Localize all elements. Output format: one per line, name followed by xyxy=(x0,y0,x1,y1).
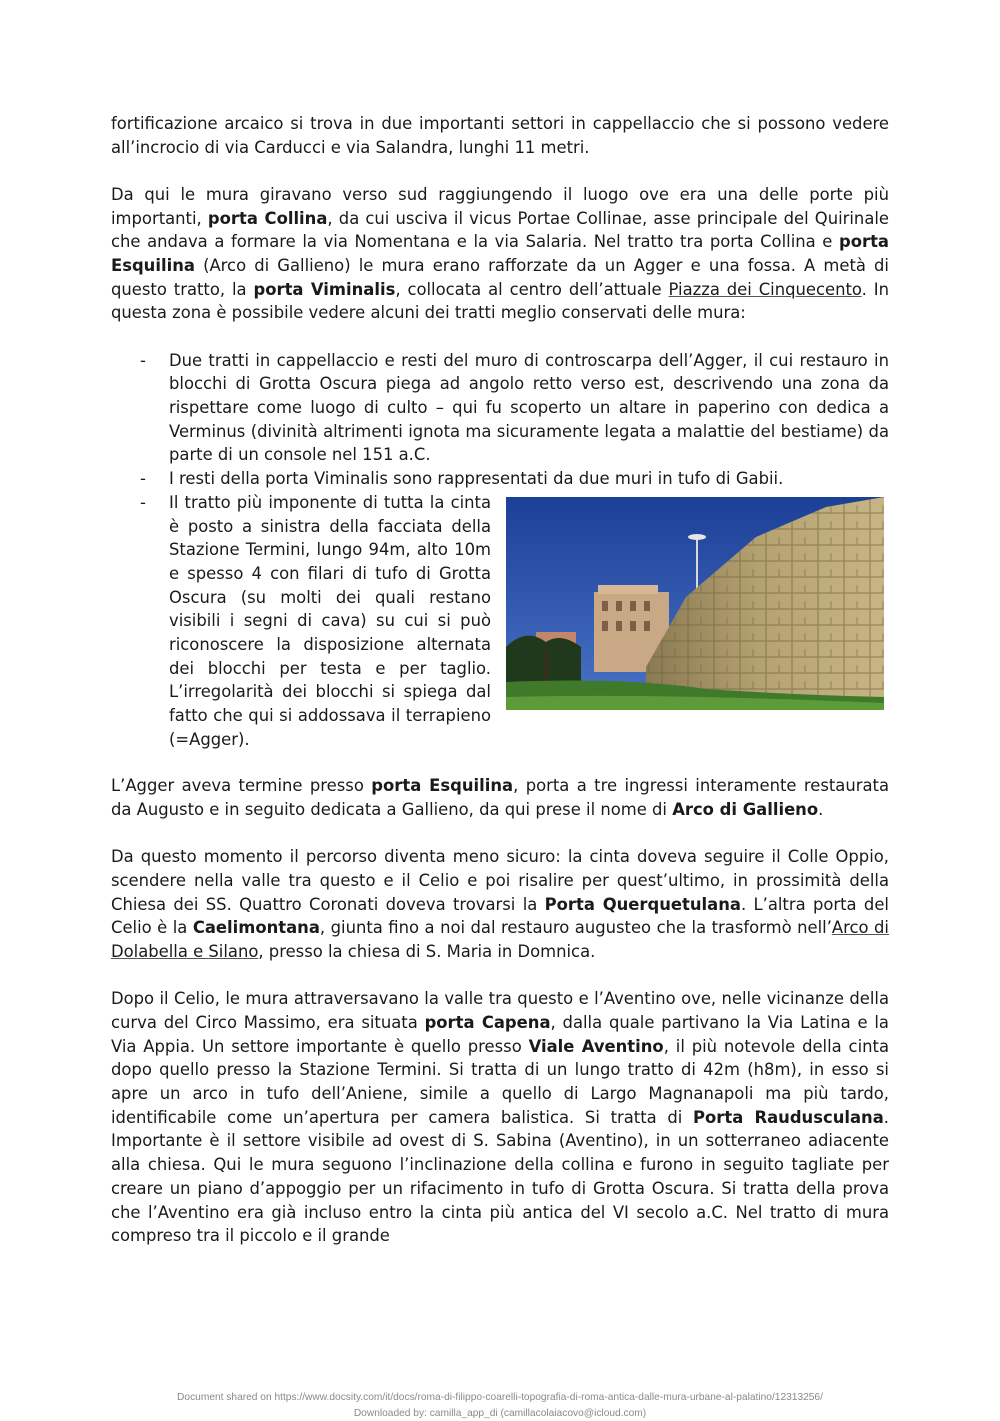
bold-porta-esquilina: porta Esquilina xyxy=(111,232,889,276)
bullet-list xyxy=(111,349,889,751)
list-item: - I resti della porta Viminalis sono rappresentati da due muri in tufo di Gabii. xyxy=(111,467,889,491)
bold-arco-di-gallieno: Arco di Gallieno xyxy=(672,800,819,820)
bold-porta-querquetulana: Porta Querquetulana xyxy=(544,894,741,914)
paragraph-4: Da questo momento il percorso diventa meno sicuro: la cinta doveva seguire il Colle Oppio, scendere nella valle tra questo e il Celio e poi risalire per quest’ultimo, in prossimità della Chiesa dei SS. Quattro Coronati doveva trovarsi la Porta Querquetulana. L’altra porta del Celio è la Caelimontana, giunta fino a noi dal restauro augusteo che la trasformò nell’Arco di Dolabella e Silano, presso la chiesa di S. Maria in Domnica. xyxy=(111,847,889,962)
servian-wall-image xyxy=(506,497,884,710)
document-body xyxy=(111,112,889,1248)
list-item-text: Il tratto più imponente di tutta la cinta è posto a sinistra della facciata della Stazione Termini, lungo 94m, alto 10m e spesso 4 con filari di tufo di Grotta Oscura (su molti dei quali restano visibili i segni di cava) su cui si può riconoscere la disposizione alternata dei blocchi per testa e per taglio. L’irregolarità dei blocchi si spiega dal fatto che qui si addossava il terrapieno (=Agger). xyxy=(169,492,491,749)
bold-viale-aventino: Viale Aventino xyxy=(528,1036,664,1056)
dash-marker: - xyxy=(140,350,146,370)
link-arco-di-dolabella[interactable]: Arco di Dolabella e Silano xyxy=(111,918,889,962)
bold-porta-capena: porta Capena xyxy=(424,1012,551,1032)
paragraph-2: Da qui le mura giravano verso sud raggiungendo il luogo ove era una delle porte più importanti, porta Collina, da cui usciva il vicus Portae Collinae, asse principale del Quirinale che andava a formare la via Nomentana e la via Salaria. Nel tratto tra porta Collina e porta Esquilina (Arco di Gallieno) le mura erano rafforzate da un Agger e una fossa. A metà di questo tratto, la porta Viminalis, collocata al centro dell’attuale Piazza dei Cinquecento. In questa zona è possibile vedere alcuni dei tratti meglio conservati delle mura: xyxy=(111,184,890,323)
dash-marker: - xyxy=(140,492,146,512)
footer-shared-line: Document shared on https://www.docsity.com/it/docs/roma-di-filippo-coarelli-topografia-di-roma-antica-dalle-mura-urbane-al-palatino/12313256/ xyxy=(177,1392,823,1403)
footer-downloaded-line: Downloaded by: camilla_app_di (camillacolaiacovo@icloud.com) xyxy=(353,1408,647,1419)
bold-caelimontana: Caelimontana xyxy=(192,918,320,938)
paragraph-5: Dopo il Celio, le mura attraversavano la valle tra questo e l’Aventino ove, nelle vicinanze della curva del Circo Massimo, era situata porta Capena, dalla quale partivano la Via Latina e la Via Appia. Un settore importante è quello presso Viale Aventino, il più notevole della cinta dopo quello presso la Stazione Termini. Si tratta di un lungo tratto di 42m (h8m), in esso si apre un arco in tufo dell’Aniene, simile a quello di Largo Magnanapoli ma più tardo, identificabile come un’apertura per camera balistica. Si tratta di Porta Raudusculana. Importante è il settore visibile ad ovest di S. Sabina (Aventino), in un sotterraneo adiacente alla chiesa. Qui le mura seguono l’inclinazione della collina e furono in seguito tagliate per creare un piano d’appoggio per un rifacimento in tufo di Grotta Oscura. Si tratta della prova che l’Aventino era già incluso entro la cinta più antica del VI secolo a.C. Nel tratto di mura compreso tra il piccolo e il grande xyxy=(111,989,889,1246)
bold-porta-collina: porta Collina xyxy=(207,208,328,228)
servian-wall-photo xyxy=(506,497,884,710)
list-item xyxy=(111,491,889,751)
bold-porta-viminalis: porta Viminalis xyxy=(253,279,396,299)
bold-porta-raudusculana: Porta Raudusculana xyxy=(693,1107,884,1127)
bold-porta-esquilina: porta Esquilina xyxy=(371,776,514,796)
list-item: - Due tratti in cappellaccio e resti del muro di controscarpa dell’Agger, il cui restauro in blocchi di Grotta Oscura piega ad angolo retto verso est, descrivendo una zona da rispettare come luogo di culto – qui fu scoperto un altare in paperino con dedica a Verminus (divinità altrimenti ignota ma sicuramente legata a malattie del bestiame) da parte di un console nel 151 a.C. xyxy=(140,350,889,465)
paragraph-3: L’Agger aveva termine presso porta Esquilina, porta a tre ingressi interamente restaurata da Augusto e in seguito dedicata a Gallieno, da qui prese il nome di Arco di Gallieno. xyxy=(111,776,889,820)
dash-marker: - xyxy=(140,469,146,489)
link-piazza-dei-cinquecento[interactable]: Piazza dei Cinquecento xyxy=(668,279,862,299)
paragraph-1: fortificazione arcaico si trova in due importanti settori in cappellaccio che si possono vedere all’incrocio di via Carducci e via Salandra, lunghi 11 metri. xyxy=(111,114,889,157)
